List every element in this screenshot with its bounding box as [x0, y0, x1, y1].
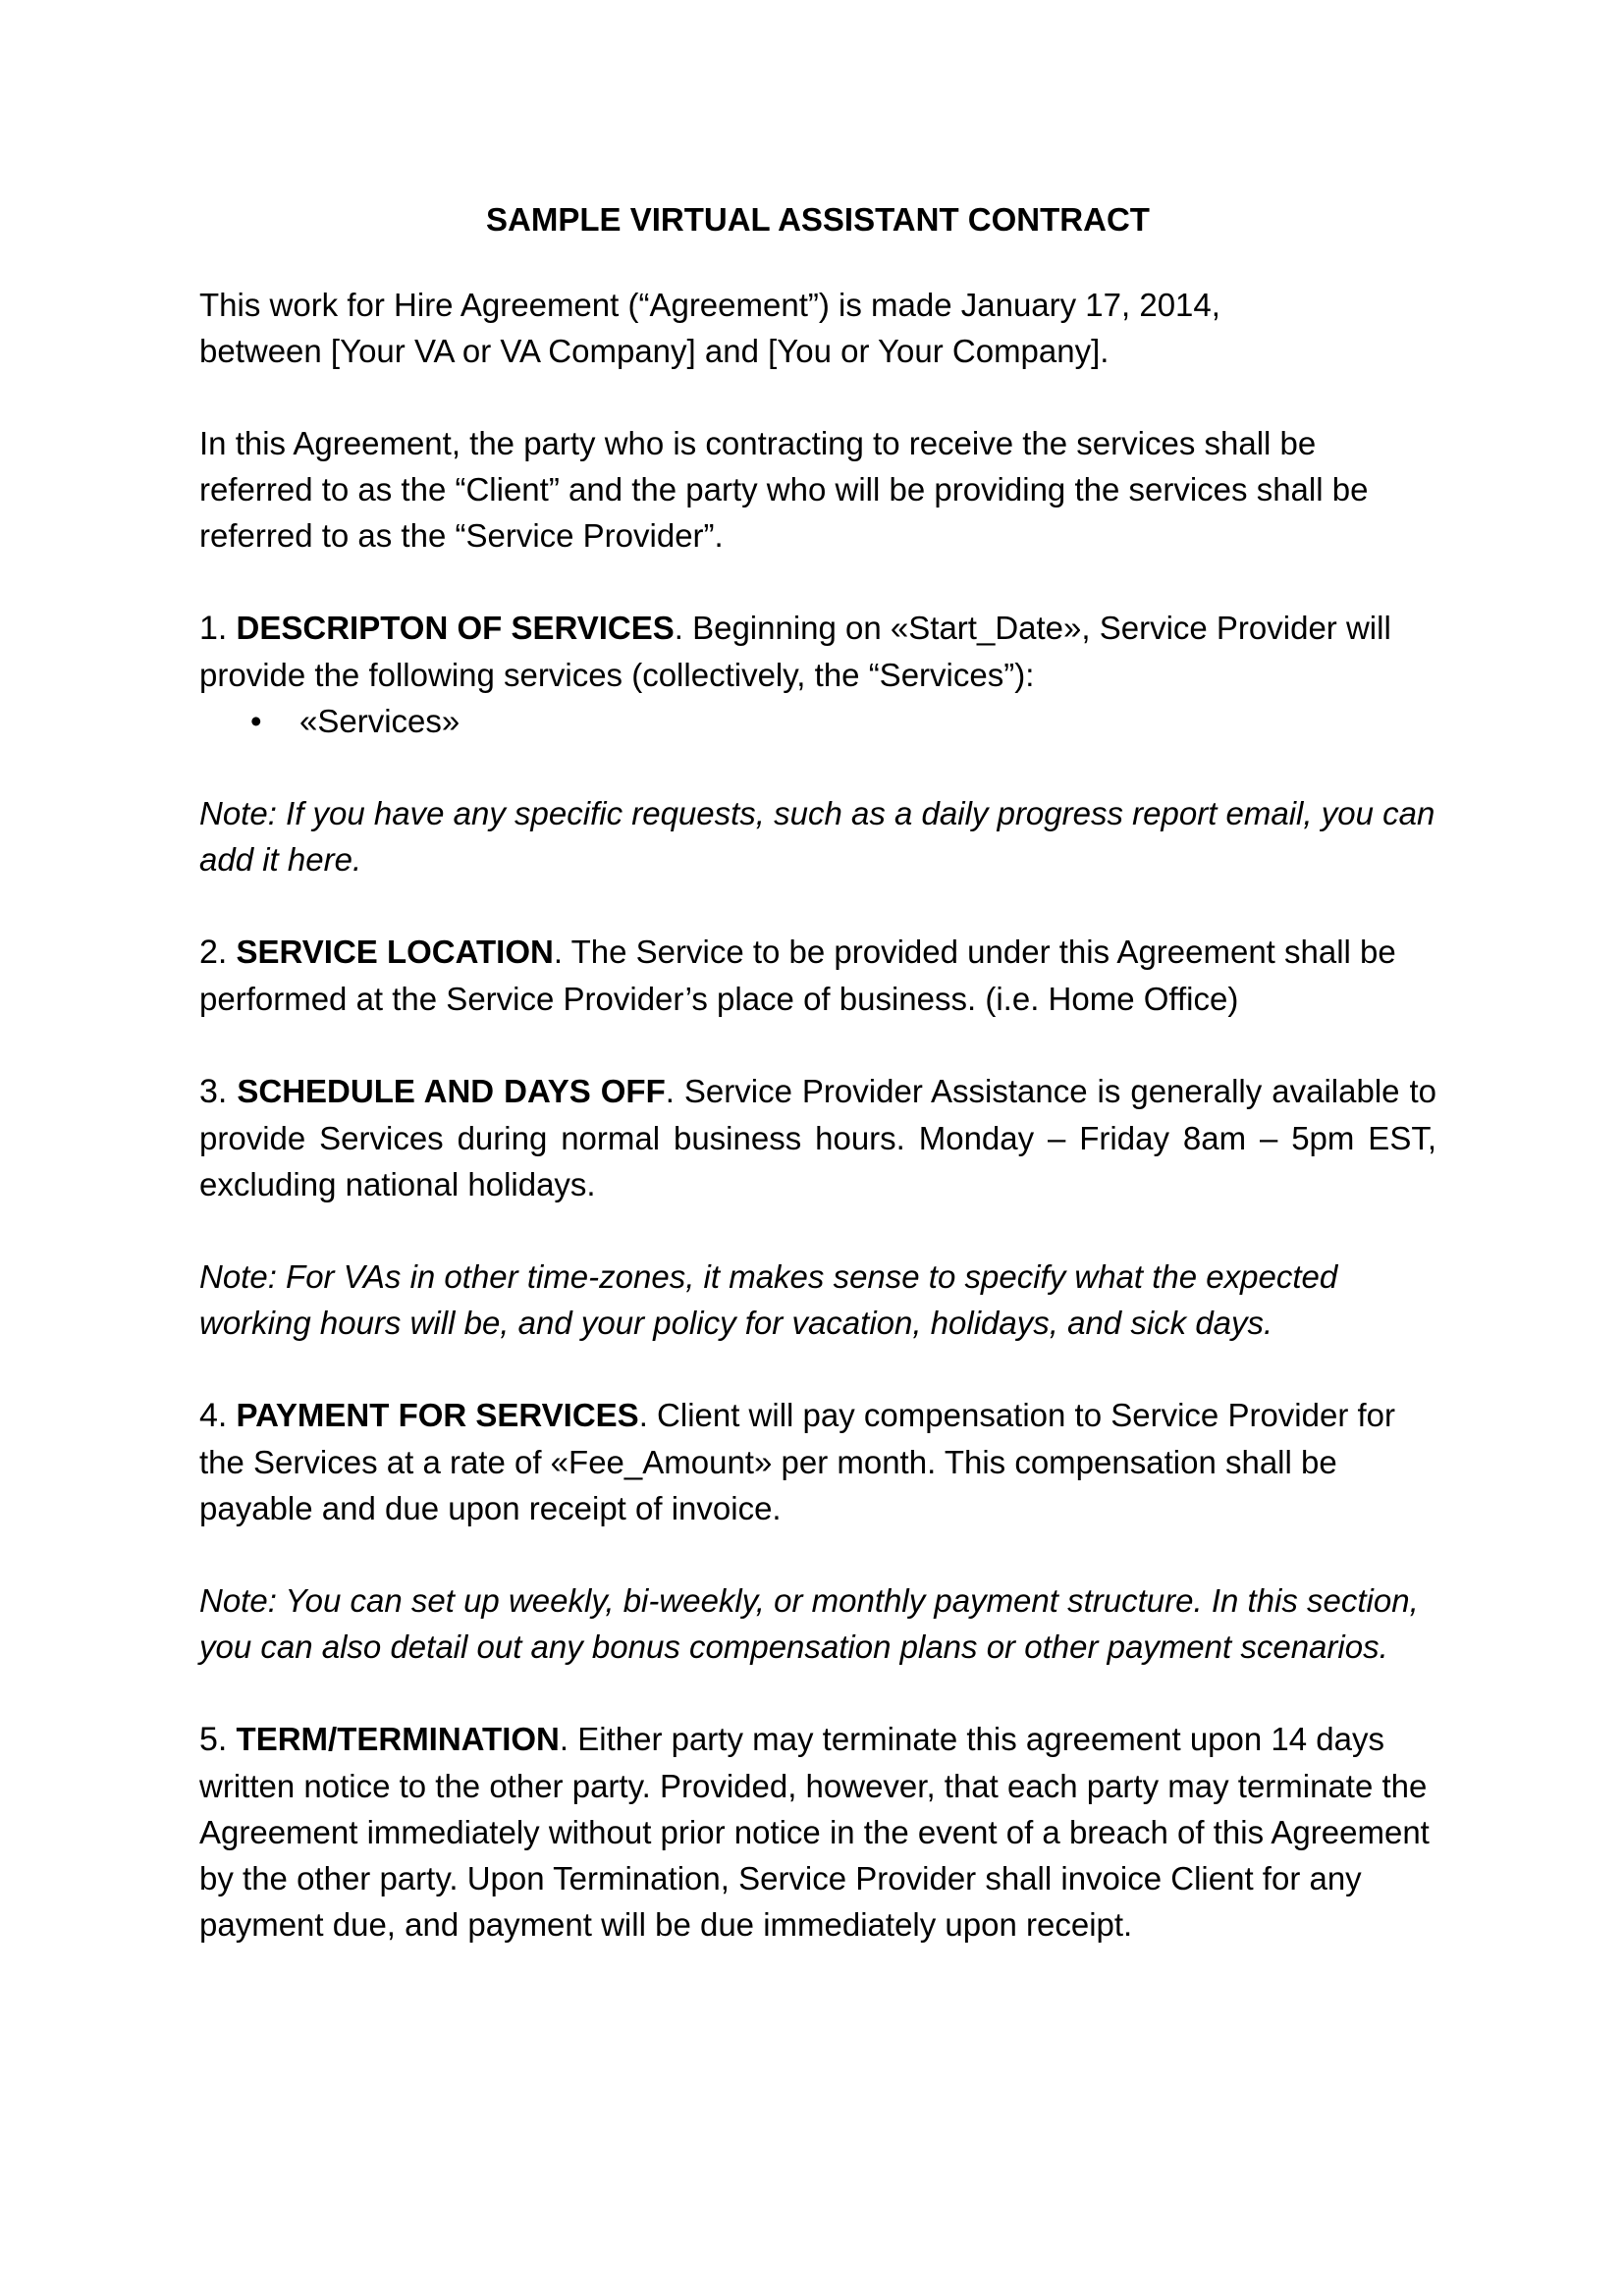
section-2-heading: SERVICE LOCATION — [236, 934, 554, 970]
section-4-paragraph — [199, 1392, 1436, 1531]
section-5-number: 5. — [199, 1721, 228, 1758]
section-3-heading: SCHEDULE AND DAYS OFF — [237, 1073, 666, 1109]
document-title: SAMPLE VIRTUAL ASSISTANT CONTRACT — [486, 201, 1150, 238]
services-placeholder: «Services» — [299, 703, 460, 739]
section-5-heading: TERM/TERMINATION — [236, 1721, 560, 1757]
section-3-paragraph — [199, 1068, 1436, 1207]
section-2-number: 2. — [199, 934, 228, 971]
section-1-note: Note: If you have any specific requests, such as a daily progress report email, you can add it here. — [199, 795, 1435, 878]
bullet-icon: • — [250, 703, 262, 739]
section-1-heading: DESCRIPTON OF SERVICES — [236, 610, 675, 646]
section-4-text: . Client will pay compensation to Service Provider for the Services at a rate of «Fee_Amount» per month. This compensation shall be payable and due upon receipt of invoice. — [199, 1397, 1396, 1526]
section-5-paragraph — [199, 1716, 1436, 1948]
intro-line-2: between [Your VA or VA Company] and [You or Your Company]. — [199, 333, 1110, 369]
section-1-text: . Beginning on «Start_Date», Service Provider will provide the following services (collectively, the “Services”): — [199, 610, 1391, 693]
section-4-note: Note: You can set up weekly, bi-weekly, or monthly payment structure. In this section, you can also detail out any bonus compensation plans or other payment scenarios. — [199, 1582, 1419, 1665]
section-3-note: Note: For VAs in other time-zones, it makes sense to specify what the expected working hours will be, and your policy for vacation, holidays, and sick days. — [199, 1258, 1338, 1341]
section-1-number: 1. — [199, 610, 228, 647]
section-1-paragraph — [199, 605, 1436, 698]
section-3-number: 3. — [199, 1073, 228, 1110]
list-item — [199, 698, 1436, 744]
section-4-heading: PAYMENT FOR SERVICES — [236, 1397, 639, 1433]
section-2-text: . The Service to be provided under this Agreement shall be performed at the Service Provider’s place of business. (i.e. Home Office) — [199, 934, 1396, 1017]
section-2-paragraph — [199, 929, 1436, 1022]
section-5-text: . Either party may terminate this agreement upon 14 days written notice to the other party. Provided, however, that each party may terminate the Agreement immediately without prior notice in the event of a breach of this Agreement by the other party. Upon Termination, Service Provider shall invoice Client for any payment due, and payment will be due immediately upon receipt. — [199, 1721, 1430, 1943]
document-page — [199, 196, 1436, 1994]
definitions-paragraph: In this Agreement, the party who is contracting to receive the services shall be referred to as the “Client” and the party who will be providing the services shall be referred to as the “Service Provider”. — [199, 425, 1369, 554]
section-4-number: 4. — [199, 1397, 228, 1434]
services-list — [199, 698, 1436, 744]
intro-line-1: This work for Hire Agreement (“Agreement”) is made January 17, 2014, — [199, 287, 1220, 323]
section-3-text: . Service Provider Assistance is generally available to provide Services during normal business hours. Monday – Friday 8am – 5pm EST, excluding national holidays. — [199, 1073, 1437, 1202]
